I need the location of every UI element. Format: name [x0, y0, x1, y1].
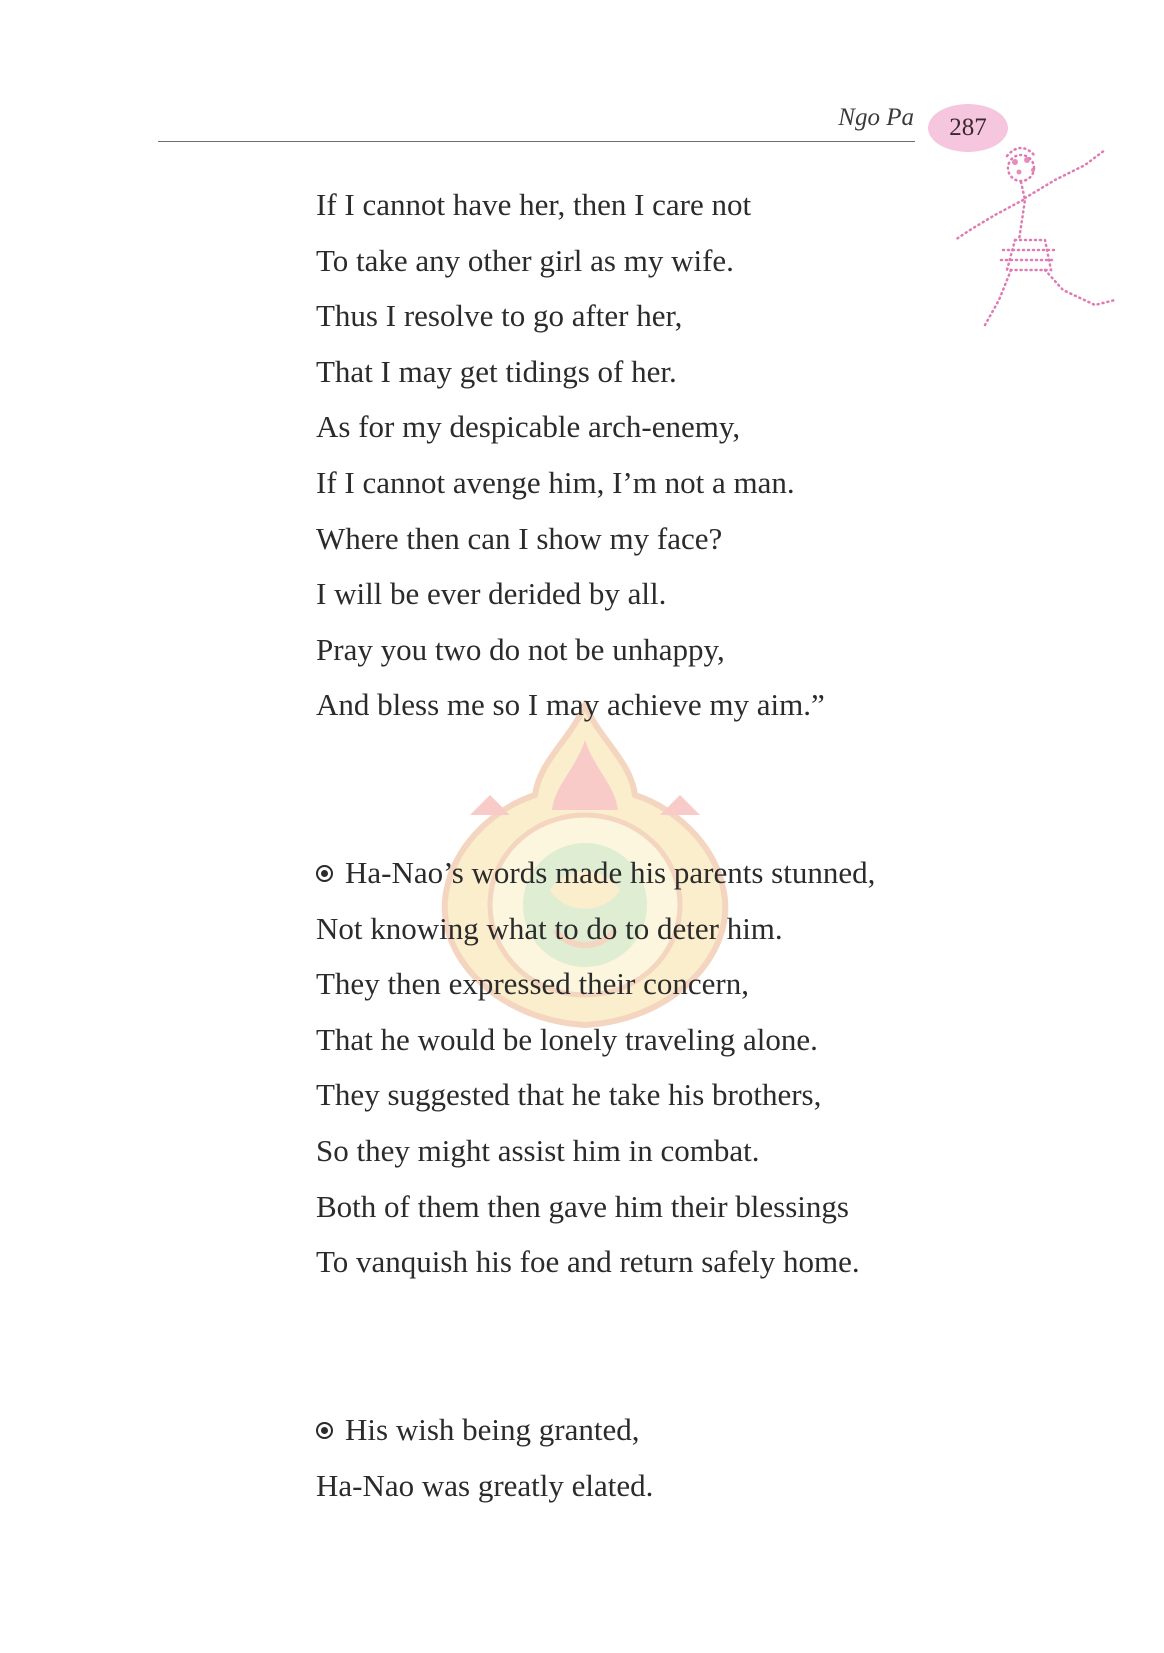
header-rule [158, 141, 915, 142]
page-number: 287 [949, 114, 987, 141]
verse-line: Pray you two do not be unhappy, [316, 631, 725, 667]
running-title: Ngo Pa [838, 104, 914, 131]
dancer-figure-icon [955, 140, 1125, 350]
verse-line: That I may get tidings of her. [316, 353, 677, 389]
verse-line-first [316, 1402, 653, 1458]
verse-line: Where then can I show my face? [316, 520, 723, 556]
verse-line: Thus I resolve to go after her, [316, 298, 683, 334]
verse-line-text: His wish being granted, [345, 1412, 640, 1447]
verse-line: To vanquish his foe and return safely home. [316, 1244, 860, 1280]
verse-line-text: Ha-Nao’s words made his parents stunned, [345, 855, 876, 890]
verse-line: If I cannot have her, then I care not [316, 187, 752, 222]
stanza-1 [316, 177, 825, 733]
stanza-3 [316, 1402, 653, 1513]
verse-line: They then expressed their concern, [316, 966, 749, 1002]
verse-line: That he would be lonely traveling alone. [316, 1021, 818, 1057]
circle-bullet-icon [316, 865, 333, 882]
verse-line: And bless me so I may achieve my aim.” [316, 687, 825, 723]
verse-line: So they might assist him in combat. [316, 1132, 760, 1168]
verse-line: I will be ever derided by all. [316, 576, 667, 612]
verse-line: Ha-Nao was greatly elated. [316, 1467, 654, 1503]
circle-bullet-icon [316, 1422, 333, 1439]
verse-line: Both of them then gave him their blessings [316, 1188, 849, 1224]
verse-line: They suggested that he take his brothers, [316, 1077, 822, 1113]
verse-line: Not knowing what to do to deter him. [316, 910, 783, 946]
stanza-2 [316, 845, 875, 1290]
verse-line: As for my despicable arch-enemy, [316, 409, 741, 445]
verse-line-first [316, 845, 875, 901]
verse-line: If I cannot avenge him, I’m not a man. [316, 464, 795, 500]
verse-line: To take any other girl as my wife. [316, 242, 734, 278]
